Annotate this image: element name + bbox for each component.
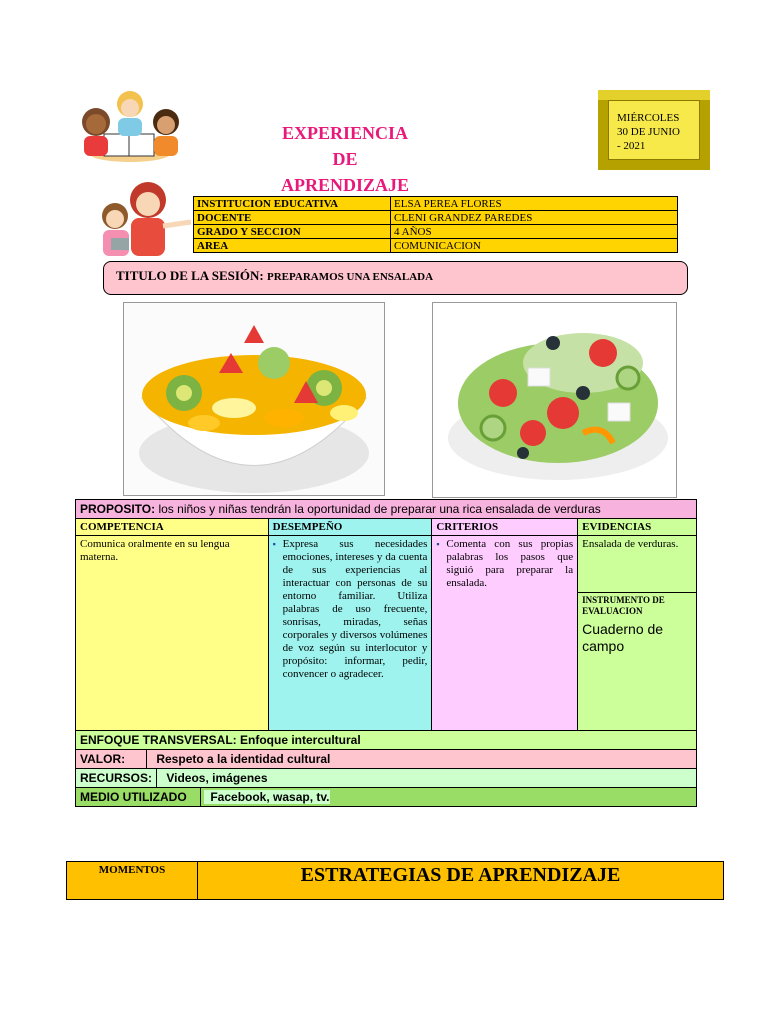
header-competencia: COMPETENCIA <box>76 519 269 536</box>
proposito-row <box>76 500 697 519</box>
desempeno-cell <box>268 536 432 731</box>
session-label: TITULO DE LA SESIÓN: <box>116 268 264 283</box>
criterios-cell <box>432 536 578 731</box>
info-label: DOCENTE <box>194 211 391 225</box>
recursos-row <box>76 769 697 788</box>
estrategias-header: ESTRATEGIAS DE APRENDIZAJE <box>198 862 724 900</box>
instrumento-value: Cuaderno de campo <box>582 621 664 654</box>
teacher-child-clipart <box>93 178 193 258</box>
proposito-label: PROPOSITO: <box>80 502 156 516</box>
info-label: INSTITUCION EDUCATIVA <box>194 197 391 211</box>
medio-label: MEDIO UTILIZADO <box>76 788 201 806</box>
document-title <box>230 120 460 198</box>
session-value: PREPARAMOS UNA ENSALADA <box>267 271 434 283</box>
info-row <box>194 211 678 225</box>
title-line-3: APRENDIZAJE <box>280 175 409 195</box>
date-line-1: MIÉRCOLES <box>617 112 680 124</box>
recursos-value: Videos, imágenes <box>166 771 268 785</box>
title-line-2: DE <box>332 149 358 169</box>
competencia-cell: Comunica oralmente en su lengua materna. <box>76 536 269 731</box>
date-line-3: - 2021 <box>617 140 646 152</box>
criterios-text: Comenta con sus propias palabras los pasos que siguió para preparar la ensalada. <box>446 538 574 589</box>
bullet-icon: ▪ <box>436 539 440 549</box>
valor-label: VALOR: <box>76 750 147 768</box>
info-row <box>194 197 678 211</box>
info-row <box>194 239 678 253</box>
date-box <box>598 90 710 170</box>
date-line-2: 30 DE JUNIO <box>617 126 680 138</box>
momentos-header: MOMENTOS <box>67 862 198 900</box>
header-criterios: CRITERIOS <box>432 519 578 536</box>
info-label: AREA <box>194 239 391 253</box>
desempeno-text: Expresa sus necesidades emociones, intereses y da cuenta de sus experiencias al interactuar con personas de su entorno familiar. Utiliza palabras de uso frecuente, sonrisas, miradas, señas corporales y diversos volúmenes de voz según su interlocutor y propósito: informar, pedir, convencer o agradecer. <box>282 538 428 680</box>
recursos-label: RECURSOS: <box>76 769 157 787</box>
info-value: COMUNICACION <box>391 239 678 253</box>
medio-row <box>76 788 697 807</box>
medio-value: Facebook, wasap, tv. <box>204 790 329 804</box>
instrumento-label: INSTRUMENTO DE EVALUACION <box>582 595 665 616</box>
info-row <box>194 225 678 239</box>
kids-reading-clipart <box>74 88 186 166</box>
info-value: 4 AÑOS <box>391 225 678 239</box>
header-evidencias: EVIDENCIAS <box>578 519 697 536</box>
valor-row <box>76 750 697 769</box>
header-desempeno: DESEMPEÑO <box>268 519 432 536</box>
session-title-box <box>103 261 688 295</box>
info-value: CLENI GRANDEZ PAREDES <box>391 211 678 225</box>
strategies-header-table <box>66 861 724 900</box>
info-table <box>193 196 678 253</box>
enfoque-row: ENFOQUE TRANSVERSAL: Enfoque intercultural <box>76 731 697 750</box>
instrumento-cell <box>578 593 697 731</box>
bullet-icon: ▪ <box>272 539 276 549</box>
valor-value: Respeto a la identidad cultural <box>156 752 331 766</box>
evidencias-cell: Ensalada de verduras. <box>578 536 697 593</box>
title-line-1: EXPERIENCIA <box>281 123 409 143</box>
info-value: ELSA PEREA FLORES <box>391 197 678 211</box>
fruit-salad-image <box>123 302 385 496</box>
vegetable-salad-image <box>432 302 677 498</box>
info-label: GRADO Y SECCION <box>194 225 391 239</box>
planning-table <box>75 499 697 807</box>
proposito-text: los niños y niñas tendrán la oportunidad de preparar una rica ensalada de verduras <box>158 502 601 516</box>
